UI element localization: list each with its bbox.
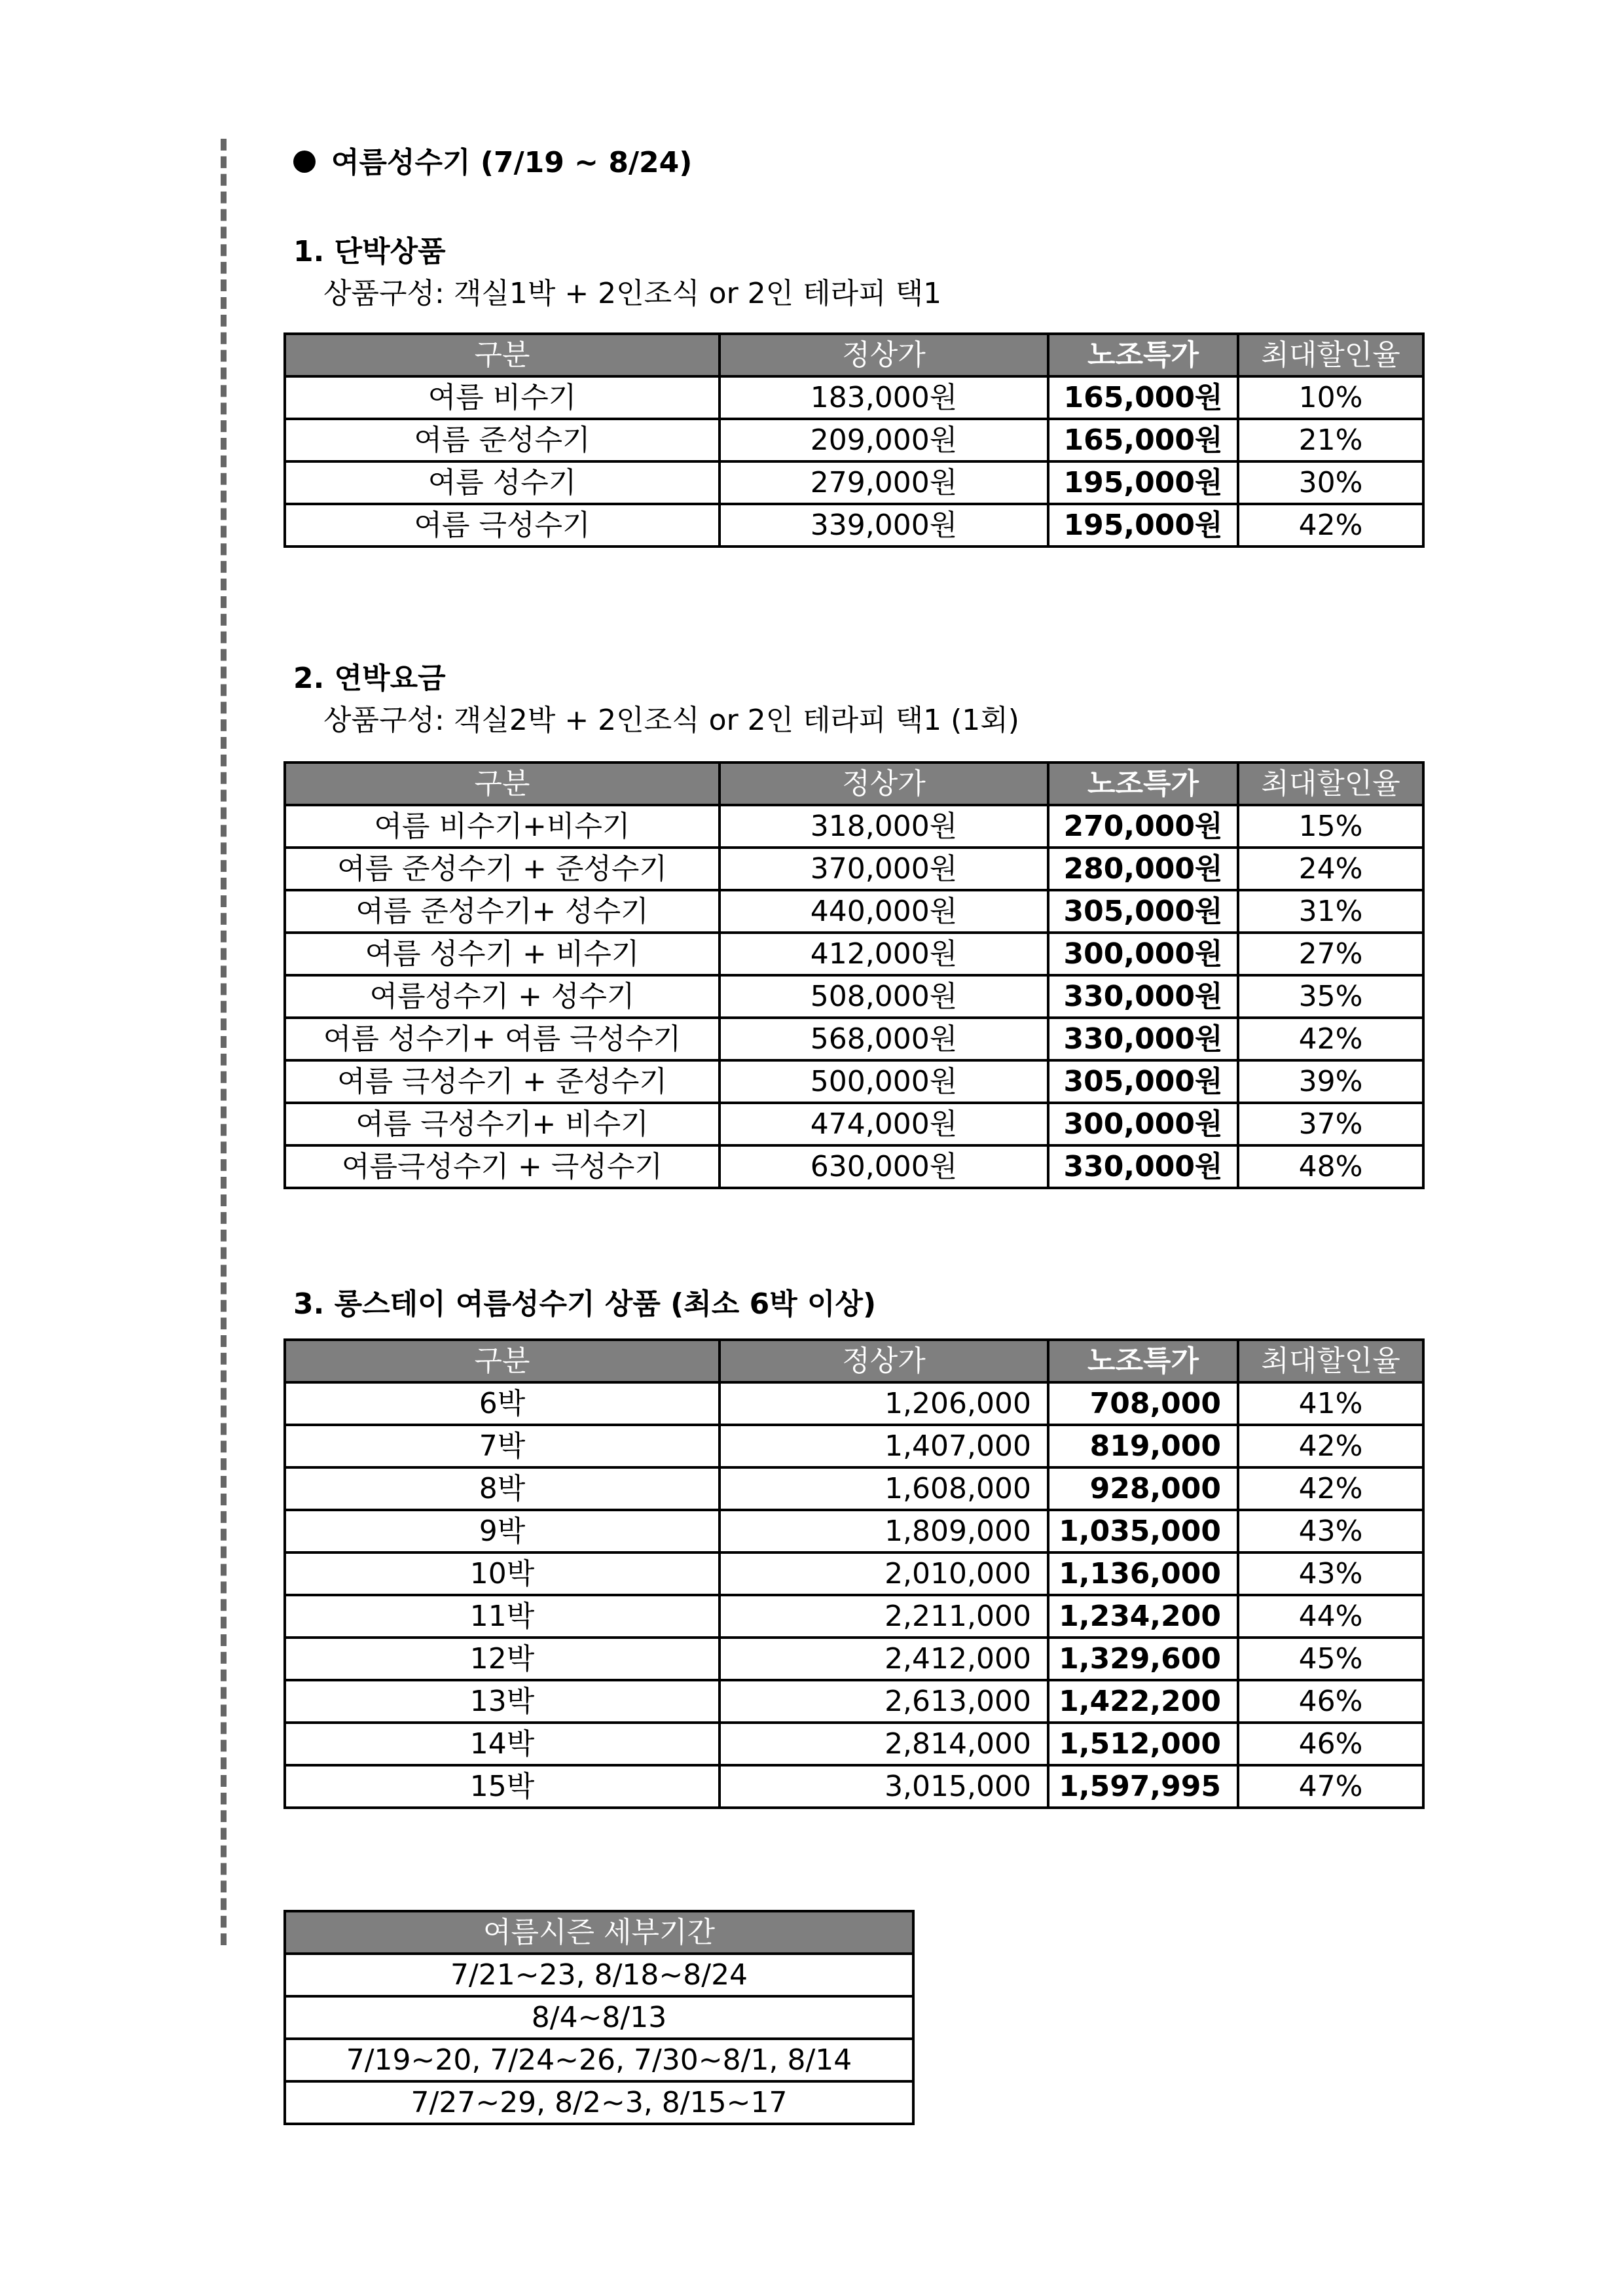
table-row bbox=[285, 1638, 1423, 1680]
cell-union-price: 165,000원 bbox=[1048, 376, 1238, 419]
cell-max-discount: 15% bbox=[1238, 805, 1423, 848]
cell-union-price: 195,000원 bbox=[1048, 504, 1238, 547]
cell-max-discount: 37% bbox=[1238, 1103, 1423, 1145]
cell-category: 여름 비수기 bbox=[285, 376, 720, 419]
cell-max-discount: 48% bbox=[1238, 1145, 1423, 1188]
table-row bbox=[285, 419, 1423, 461]
cell-category: 8박 bbox=[285, 1467, 720, 1510]
table-header-row bbox=[285, 1911, 913, 1954]
cell-max-discount: 42% bbox=[1238, 1425, 1423, 1467]
cell-regular-price: 630,000원 bbox=[720, 1145, 1048, 1188]
header-category: 구분 bbox=[285, 334, 720, 376]
header-union-price: 노조특가 bbox=[1048, 334, 1238, 376]
cell-regular-price: 339,000원 bbox=[720, 504, 1048, 547]
section2-desc: 상품구성: 객실2박 + 2인조식 or 2인 테라피 택1 (1회) bbox=[323, 704, 1019, 737]
cell-regular-price: 279,000원 bbox=[720, 461, 1048, 504]
header-regular-price: 정상가 bbox=[720, 762, 1048, 805]
table-row bbox=[285, 2039, 913, 2081]
cell-category: 15박 bbox=[285, 1765, 720, 1808]
cell-category: 여름 극성수기+ 비수기 bbox=[285, 1103, 720, 1145]
header-regular-price: 정상가 bbox=[720, 334, 1048, 376]
cell-category: 여름 준성수기 bbox=[285, 419, 720, 461]
cell-category: 여름 극성수기 + 준성수기 bbox=[285, 1060, 720, 1103]
table-row bbox=[285, 1723, 1423, 1765]
cell-union-price: 1,136,000 bbox=[1048, 1552, 1238, 1595]
cell-union-price: 1,035,000 bbox=[1048, 1510, 1238, 1552]
cell-max-discount: 44% bbox=[1238, 1595, 1423, 1638]
cell-category: 12박 bbox=[285, 1638, 720, 1680]
cell-category: 여름 성수기 + 비수기 bbox=[285, 933, 720, 975]
header-union-price: 노조특가 bbox=[1048, 762, 1238, 805]
table-row bbox=[285, 1680, 1423, 1723]
cell-season-period: 7/19~20, 7/24~26, 7/30~8/1, 8/14 bbox=[285, 2039, 913, 2081]
table-row bbox=[285, 1060, 1423, 1103]
cell-regular-price: 440,000원 bbox=[720, 890, 1048, 933]
cell-union-price: 1,597,995 bbox=[1048, 1765, 1238, 1808]
cell-regular-price: 568,000원 bbox=[720, 1018, 1048, 1060]
cell-max-discount: 47% bbox=[1238, 1765, 1423, 1808]
cell-union-price: 1,329,600 bbox=[1048, 1638, 1238, 1680]
table-row bbox=[285, 1145, 1423, 1188]
table-row bbox=[285, 1018, 1423, 1060]
table-row bbox=[285, 1595, 1423, 1638]
cell-max-discount: 21% bbox=[1238, 419, 1423, 461]
header-regular-price: 정상가 bbox=[720, 1340, 1048, 1382]
cell-category: 11박 bbox=[285, 1595, 720, 1638]
cell-category: 여름 성수기 bbox=[285, 461, 720, 504]
cell-regular-price: 500,000원 bbox=[720, 1060, 1048, 1103]
header-max-discount: 최대할인율 bbox=[1238, 334, 1423, 376]
cell-regular-price: 474,000원 bbox=[720, 1103, 1048, 1145]
multi-night-table bbox=[283, 761, 1425, 1189]
cell-max-discount: 46% bbox=[1238, 1680, 1423, 1723]
cell-regular-price: 1,809,000 bbox=[720, 1510, 1048, 1552]
cell-max-discount: 27% bbox=[1238, 933, 1423, 975]
cell-max-discount: 41% bbox=[1238, 1382, 1423, 1425]
table-row bbox=[285, 890, 1423, 933]
cell-max-discount: 35% bbox=[1238, 975, 1423, 1018]
cell-regular-price: 412,000원 bbox=[720, 933, 1048, 975]
cell-regular-price: 2,613,000 bbox=[720, 1680, 1048, 1723]
cell-regular-price: 209,000원 bbox=[720, 419, 1048, 461]
bullet-icon bbox=[293, 151, 316, 173]
cell-regular-price: 318,000원 bbox=[720, 805, 1048, 848]
cell-max-discount: 43% bbox=[1238, 1510, 1423, 1552]
cell-category: 여름성수기 + 성수기 bbox=[285, 975, 720, 1018]
cell-union-price: 165,000원 bbox=[1048, 419, 1238, 461]
cell-season-period: 8/4~8/13 bbox=[285, 1996, 913, 2039]
cell-max-discount: 31% bbox=[1238, 890, 1423, 933]
table-row bbox=[285, 975, 1423, 1018]
cell-category: 13박 bbox=[285, 1680, 720, 1723]
table-row bbox=[285, 1552, 1423, 1595]
cell-max-discount: 30% bbox=[1238, 461, 1423, 504]
single-night-table bbox=[283, 332, 1425, 548]
cell-max-discount: 42% bbox=[1238, 504, 1423, 547]
cell-max-discount: 45% bbox=[1238, 1638, 1423, 1680]
cell-union-price: 280,000원 bbox=[1048, 848, 1238, 890]
cell-category: 여름 준성수기 + 준성수기 bbox=[285, 848, 720, 890]
cell-regular-price: 508,000원 bbox=[720, 975, 1048, 1018]
table-row bbox=[285, 2081, 913, 2124]
table-row bbox=[285, 1510, 1423, 1552]
table-row bbox=[285, 1954, 913, 1996]
cell-regular-price: 183,000원 bbox=[720, 376, 1048, 419]
section1-title: 1. 단박상품 bbox=[293, 235, 446, 268]
section2-title: 2. 연박요금 bbox=[293, 662, 446, 695]
cell-union-price: 1,512,000 bbox=[1048, 1723, 1238, 1765]
cell-union-price: 708,000 bbox=[1048, 1382, 1238, 1425]
cell-max-discount: 46% bbox=[1238, 1723, 1423, 1765]
cell-regular-price: 1,407,000 bbox=[720, 1425, 1048, 1467]
cell-category: 9박 bbox=[285, 1510, 720, 1552]
header-category: 구분 bbox=[285, 762, 720, 805]
cell-union-price: 1,422,200 bbox=[1048, 1680, 1238, 1723]
cell-regular-price: 2,211,000 bbox=[720, 1595, 1048, 1638]
cell-category: 여름극성수기 + 극성수기 bbox=[285, 1145, 720, 1188]
cell-union-price: 300,000원 bbox=[1048, 933, 1238, 975]
header-union-price: 노조특가 bbox=[1048, 1340, 1238, 1382]
cell-max-discount: 43% bbox=[1238, 1552, 1423, 1595]
cell-union-price: 1,234,200 bbox=[1048, 1595, 1238, 1638]
cell-regular-price: 2,010,000 bbox=[720, 1552, 1048, 1595]
cell-season-period: 7/27~29, 8/2~3, 8/15~17 bbox=[285, 2081, 913, 2124]
cell-max-discount: 24% bbox=[1238, 848, 1423, 890]
cell-regular-price: 1,206,000 bbox=[720, 1382, 1048, 1425]
header-max-discount: 최대할인율 bbox=[1238, 762, 1423, 805]
page-title: 여름성수기 (7/19 ~ 8/24) bbox=[293, 139, 692, 181]
cell-category: 여름 극성수기 bbox=[285, 504, 720, 547]
cell-category: 여름 준성수기+ 성수기 bbox=[285, 890, 720, 933]
cell-max-discount: 42% bbox=[1238, 1467, 1423, 1510]
cell-union-price: 330,000원 bbox=[1048, 1018, 1238, 1060]
cell-regular-price: 2,412,000 bbox=[720, 1638, 1048, 1680]
cell-season-period: 7/21~23, 8/18~8/24 bbox=[285, 1954, 913, 1996]
table-row bbox=[285, 1382, 1423, 1425]
table-header-row bbox=[285, 1340, 1423, 1382]
table-row bbox=[285, 376, 1423, 419]
table-row bbox=[285, 848, 1423, 890]
section3-title: 3. 롱스테이 여름성수기 상품 (최소 6박 이상) bbox=[293, 1287, 877, 1321]
cell-union-price: 928,000 bbox=[1048, 1467, 1238, 1510]
cell-category: 7박 bbox=[285, 1425, 720, 1467]
cell-max-discount: 10% bbox=[1238, 376, 1423, 419]
table-row bbox=[285, 805, 1423, 848]
table-row bbox=[285, 504, 1423, 547]
table-row bbox=[285, 1103, 1423, 1145]
cell-union-price: 300,000원 bbox=[1048, 1103, 1238, 1145]
table-row bbox=[285, 1765, 1423, 1808]
table-row bbox=[285, 1467, 1423, 1510]
cell-category: 6박 bbox=[285, 1382, 720, 1425]
cell-union-price: 819,000 bbox=[1048, 1425, 1238, 1467]
table-row bbox=[285, 933, 1423, 975]
header-category: 구분 bbox=[285, 1340, 720, 1382]
table-row bbox=[285, 461, 1423, 504]
cell-regular-price: 1,608,000 bbox=[720, 1467, 1048, 1510]
cell-category: 여름 비수기+비수기 bbox=[285, 805, 720, 848]
cell-union-price: 330,000원 bbox=[1048, 975, 1238, 1018]
dashed-margin-line bbox=[221, 139, 227, 1945]
cell-category: 14박 bbox=[285, 1723, 720, 1765]
cell-union-price: 305,000원 bbox=[1048, 890, 1238, 933]
cell-regular-price: 2,814,000 bbox=[720, 1723, 1048, 1765]
cell-max-discount: 39% bbox=[1238, 1060, 1423, 1103]
table-row bbox=[285, 1425, 1423, 1467]
cell-category: 여름 성수기+ 여름 극성수기 bbox=[285, 1018, 720, 1060]
cell-union-price: 330,000원 bbox=[1048, 1145, 1238, 1188]
header-season-period: 여름시즌 세부기간 bbox=[285, 1911, 913, 1954]
table-header-row bbox=[285, 334, 1423, 376]
table-row bbox=[285, 1996, 913, 2039]
cell-max-discount: 42% bbox=[1238, 1018, 1423, 1060]
cell-union-price: 305,000원 bbox=[1048, 1060, 1238, 1103]
long-stay-table bbox=[283, 1338, 1425, 1809]
header-max-discount: 최대할인율 bbox=[1238, 1340, 1423, 1382]
table-header-row bbox=[285, 762, 1423, 805]
cell-category: 10박 bbox=[285, 1552, 720, 1595]
cell-regular-price: 370,000원 bbox=[720, 848, 1048, 890]
cell-union-price: 195,000원 bbox=[1048, 461, 1238, 504]
cell-union-price: 270,000원 bbox=[1048, 805, 1238, 848]
season-period-table bbox=[283, 1910, 915, 2125]
cell-regular-price: 3,015,000 bbox=[720, 1765, 1048, 1808]
section1-desc: 상품구성: 객실1박 + 2인조식 or 2인 테라피 택1 bbox=[323, 277, 942, 310]
